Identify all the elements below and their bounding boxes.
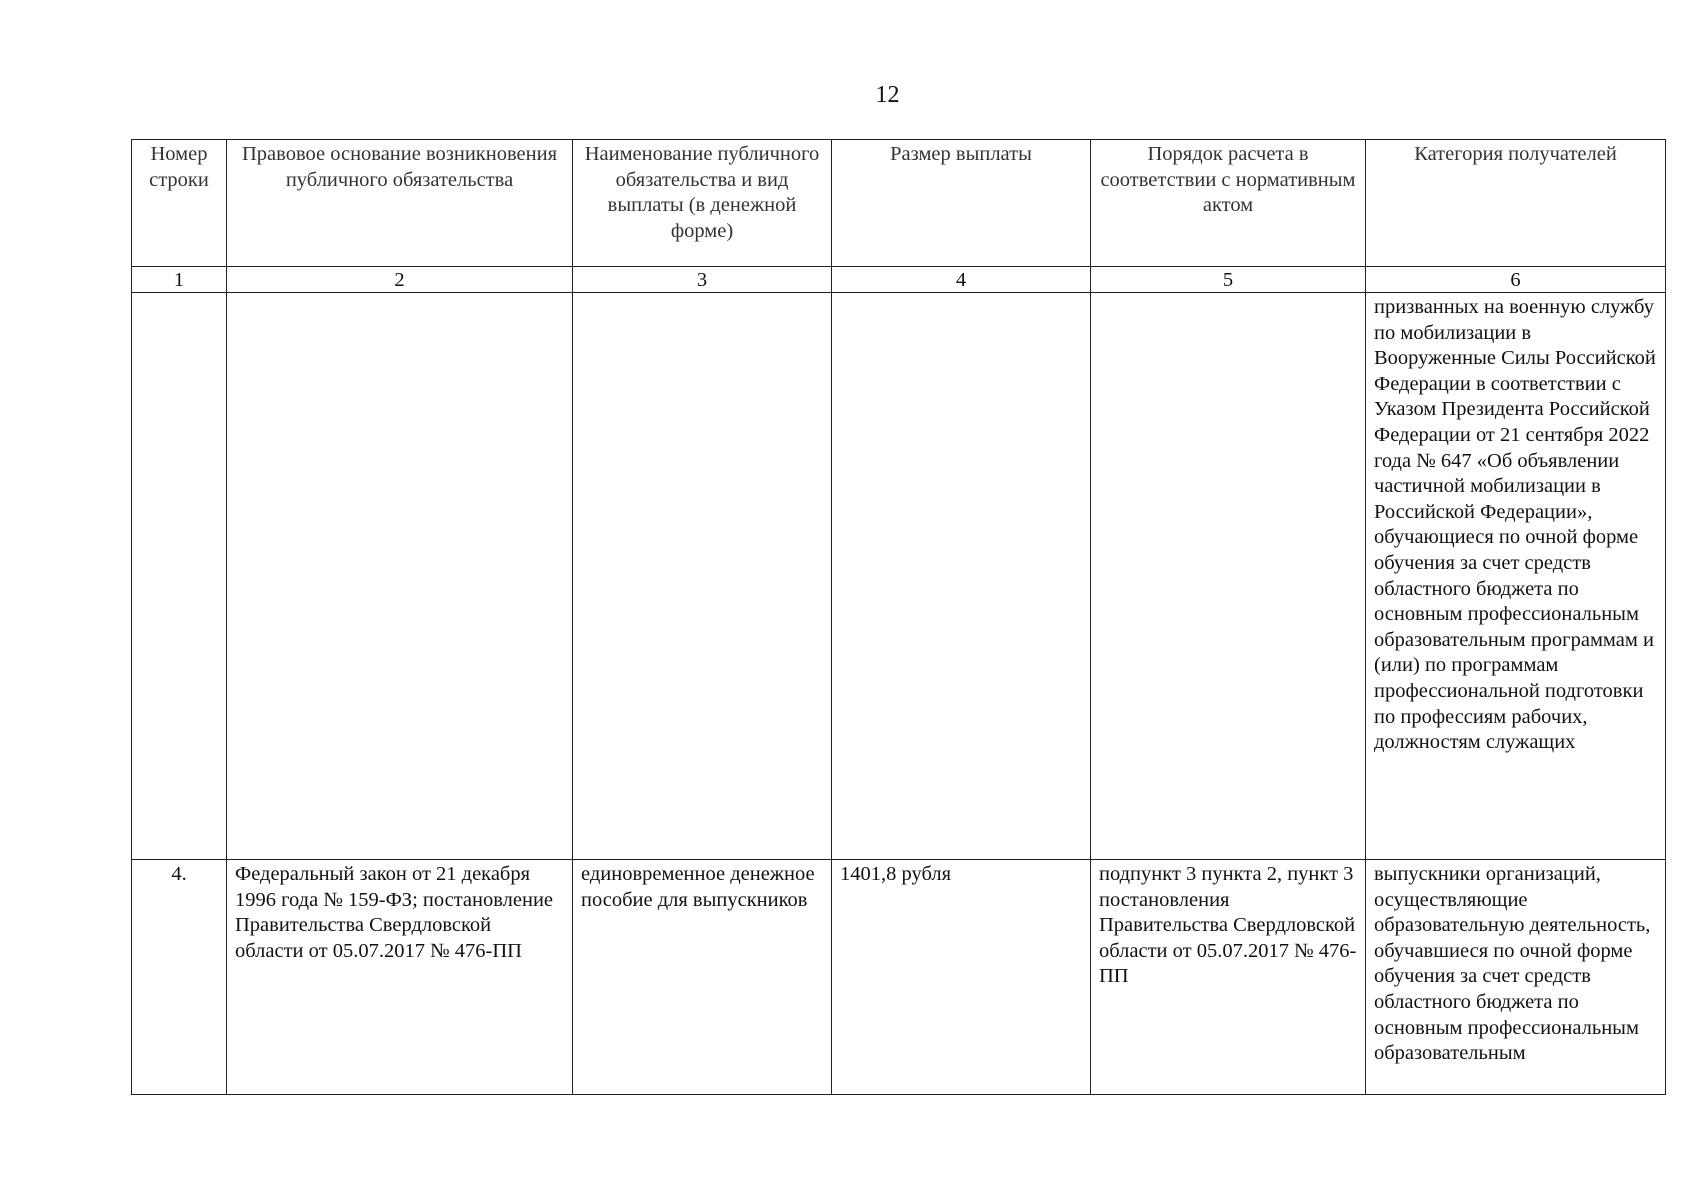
header-payment-amount: Размер выплаты — [832, 140, 1091, 267]
public-obligations-table — [131, 139, 1666, 1095]
legal-basis-cell — [227, 293, 573, 860]
column-number: 4 — [832, 267, 1091, 293]
header-recipients: Категория получателей — [1366, 140, 1666, 267]
column-number: 6 — [1366, 267, 1666, 293]
table-row — [132, 293, 1666, 860]
column-number: 1 — [132, 267, 227, 293]
column-number: 5 — [1091, 267, 1366, 293]
obligation-name-cell — [573, 293, 832, 860]
column-numbers-row — [132, 267, 1666, 293]
header-legal-basis: Правовое основание возникновения публичного обязательства — [227, 140, 573, 267]
row-number-cell — [132, 293, 227, 860]
legal-basis-cell: Федеральный закон от 21 декабря 1996 года № 159-ФЗ; постановление Правительства Свердловской области от 05.07.2017 № 476-ПП — [227, 860, 573, 1095]
calculation-order-cell — [1091, 293, 1366, 860]
table-header-row — [132, 140, 1666, 267]
column-number: 2 — [227, 267, 573, 293]
row-number-cell: 4. — [132, 860, 227, 1095]
page-number: 12 — [875, 82, 900, 108]
column-number: 3 — [573, 267, 832, 293]
calculation-order-cell: подпункт 3 пункта 2, пункт 3 постановления Правительства Свердловской области от 05.07.2017 № 476-ПП — [1091, 860, 1366, 1095]
obligation-name-cell: единовременное денежное пособие для выпускников — [573, 860, 832, 1095]
table-row — [132, 860, 1666, 1095]
payment-amount-cell — [832, 293, 1091, 860]
payment-amount-cell: 1401,8 рубля — [832, 860, 1091, 1095]
header-row-number: Номер строки — [132, 140, 227, 267]
recipients-cell: выпускники организаций, осуществляющие образовательную деятельность, обучавшиеся по очной форме обучения за счет средств областного бюджета по основным профессиональным образовательным — [1366, 860, 1666, 1095]
header-obligation-name: Наименование публичного обязательства и вид выплаты (в денежной форме) — [573, 140, 832, 267]
recipients-cell: призванных на военную службу по мобилизации в Вооруженные Силы Российской Федерации в соответствии с Указом Президента Российской Федерации от 21 сентября 2022 года № 647 «Об объявлении частичной мобилизации в Российской Федерации», обучающиеся по очной форме обучения за счет средств областного бюджета по основным профессиональным образовательным программам и (или) по программам профессиональной подготовки по профессиям рабочих, должностям служащих — [1366, 293, 1666, 860]
header-calculation-order: Порядок расчета в соответствии с нормативным актом — [1091, 140, 1366, 267]
